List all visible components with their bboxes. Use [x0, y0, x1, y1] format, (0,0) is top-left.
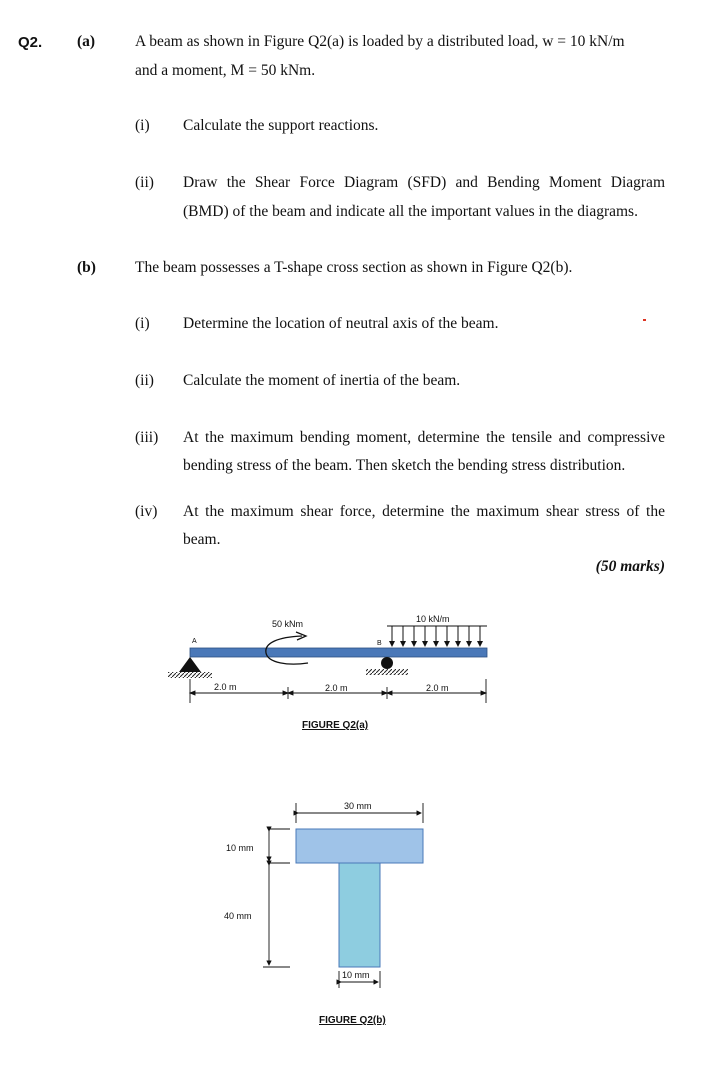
figure-q2a [160, 605, 510, 735]
web-height-label: 40 mm [224, 911, 252, 921]
support-b-roller [381, 657, 393, 669]
load-label: 10 kN/m [416, 614, 450, 624]
support-a-pin [179, 657, 201, 672]
part-b-label: (b) [77, 259, 96, 276]
part-b-item-label: (iv) [135, 503, 158, 520]
stray-mark [643, 319, 646, 321]
part-b-item-label: (i) [135, 315, 150, 332]
moment-label: 50 kNm [272, 619, 304, 629]
support-b-ground [366, 669, 408, 675]
flange-thickness-label: 10 mm [226, 843, 254, 853]
beam [190, 648, 487, 657]
span-label: 2.0 m [214, 682, 237, 692]
flange [296, 829, 423, 863]
part-a-item-text: (BMD) of the beam and indicate all the important values in the diagrams. [183, 203, 638, 220]
part-b-item-text: Calculate the moment of inertia of the beam. [183, 372, 461, 389]
part-a-label: (a) [77, 33, 96, 50]
part-a-intro-line2: and a moment, M = 50 kNm. [135, 62, 316, 79]
part-b-item-text: At the maximum bending moment, determine the tensile and compressive [183, 429, 665, 446]
figure-q2b-caption: FIGURE Q2(b) [319, 1015, 386, 1026]
distributed-load [387, 626, 487, 646]
question-number: Q2. [18, 34, 43, 51]
span-label: 2.0 m [426, 683, 449, 693]
part-a-intro-line1: A beam as shown in Figure Q2(a) is loaded by a distributed load, w = 10 kN/m [135, 33, 625, 50]
support-a-ground [168, 672, 212, 678]
part-b-item-text: Determine the location of neutral axis of the beam. [183, 315, 499, 332]
part-b-item-text: At the maximum shear force, determine the maximum shear stress of the [183, 503, 665, 520]
marks: (50 marks) [595, 558, 665, 575]
part-b-item-label: (ii) [135, 372, 154, 389]
part-b-intro: The beam possesses a T-shape cross section as shown in Figure Q2(b). [135, 259, 573, 276]
figure-q2a-caption: FIGURE Q2(a) [302, 720, 369, 731]
web-width-label: 10 mm [342, 970, 370, 980]
support-a-label: A [192, 638, 197, 645]
part-b-item-text: beam. [183, 531, 221, 548]
part-b-item-text: bending stress of the beam. Then sketch the bending stress distribution. [183, 457, 626, 474]
part-b-item-label: (iii) [135, 429, 159, 446]
part-a-item-label: (i) [135, 117, 150, 134]
part-a-item-text: Calculate the support reactions. [183, 117, 379, 134]
height-dimensions [263, 829, 290, 967]
span-label: 2.0 m [325, 683, 348, 693]
web [339, 863, 380, 967]
figure-q2b [215, 795, 445, 1030]
part-a-item-label: (ii) [135, 174, 154, 191]
flange-width-label: 30 mm [344, 801, 372, 811]
support-b-label: B [377, 640, 382, 647]
part-a-item-text: Draw the Shear Force Diagram (SFD) and Bending Moment Diagram [183, 174, 665, 191]
